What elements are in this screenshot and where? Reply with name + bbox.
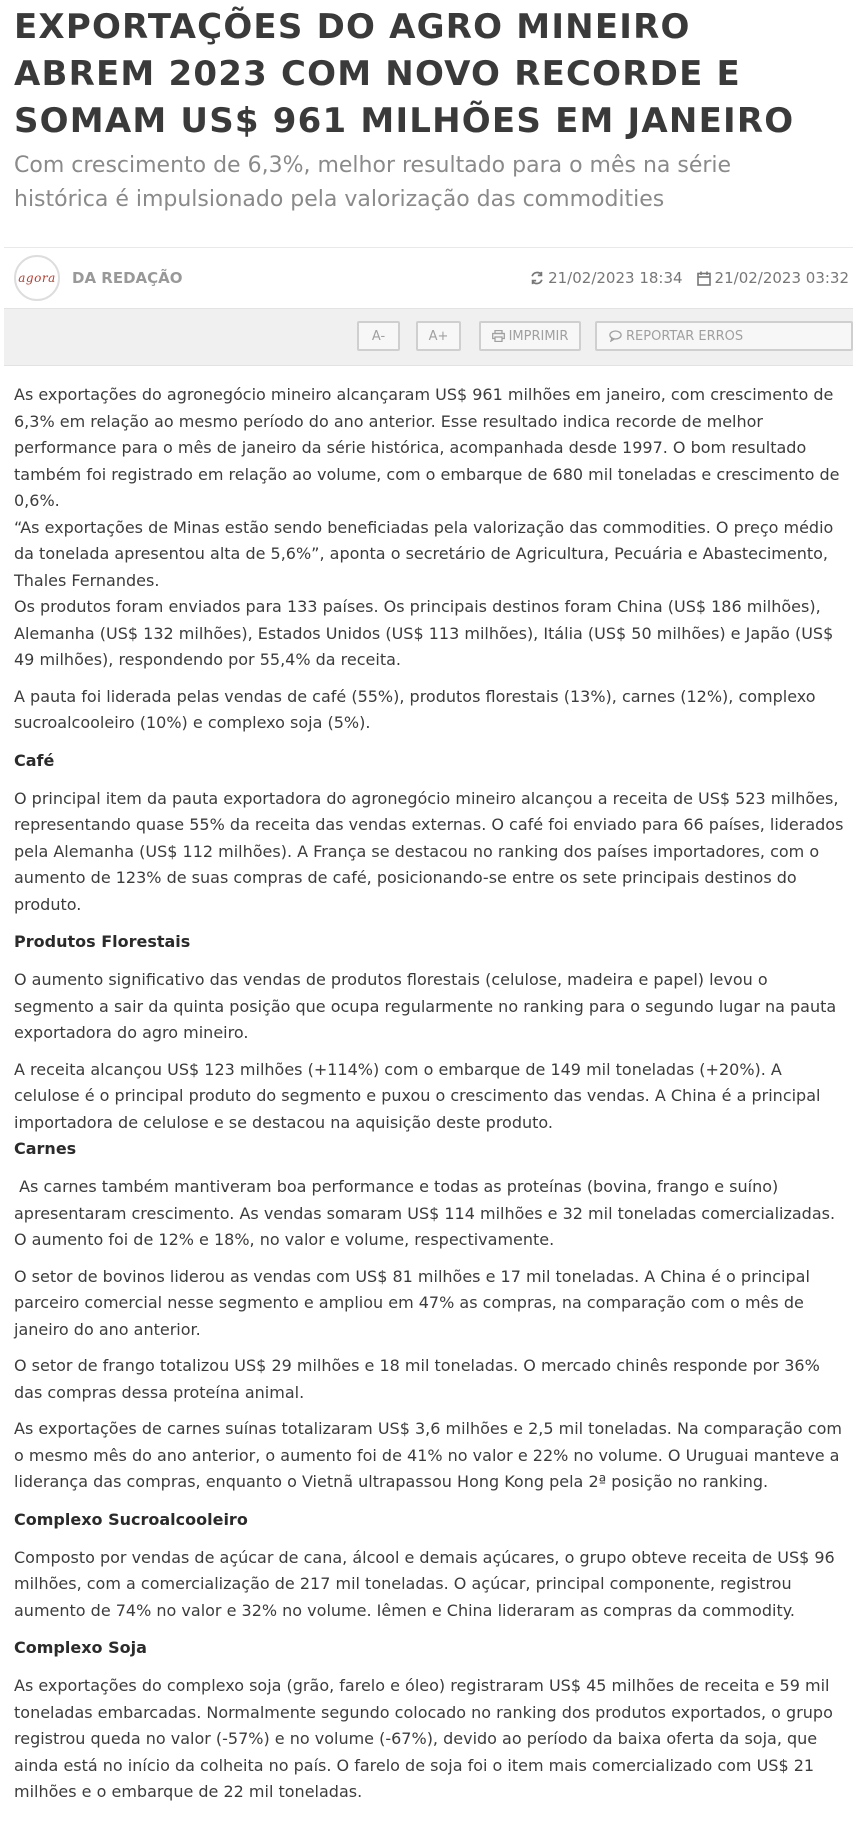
print-button[interactable]	[479, 321, 581, 351]
refresh-icon	[530, 271, 544, 285]
calendar-icon	[697, 271, 711, 286]
section-heading-produtos-florestais: Produtos Florestais	[14, 932, 191, 951]
section-heading-carnes: Carnes	[14, 1139, 77, 1158]
section-heading-complexo-sucroalcooleiro: Complexo Sucroalcooleiro	[14, 1509, 248, 1529]
section-heading-complexo-soja: Complexo Soja	[14, 1638, 147, 1657]
published-date-text: 21/02/2023 03:32	[714, 269, 849, 287]
paragraph: A receita alcançou US$ 123 milhões (+114%) com o embarque de 149 mil toneladas (+20%). A celulose é o principal produto do segmento e puxou o crescimento das vendas. A China é a principal importadora de celulose e se destacou na aquisição deste produto.	[14, 1059, 821, 1132]
paragraph: As exportações do complexo soja (grão, farelo e óleo) registraram US$ 45 milhões de receita e 59 mil toneladas embarcadas. Normalmente segundo colocado no ranking dos produtos exportados, o grupo registrou queda no valor (-57%) e no volume (-67%), devido ao período da baixa oferta da soja, que ainda está no início da colheita no país. O farelo de soja foi o item mais comercializado com US$ 21 milhões e o embarque de 22 mil toneladas.	[14, 1676, 833, 1801]
paragraph: As exportações de carnes suínas totalizaram US$ 3,6 milhões e 2,5 mil toneladas. Na comparação com o mesmo mês do ano anterior, o aumento foi de 41% no valor e 22% no volume. O Uruguai manteve a liderança das compras, enquanto o Vietnã ultrapassou Hong Kong pela 2ª posição no ranking.	[14, 1419, 842, 1491]
article-dates	[516, 248, 849, 308]
paragraph: Os produtos foram enviados para 133 países. Os principais destinos foram China (US$ 186 milhões), Alemanha (US$ 132 milhões), Estados Unidos (US$ 113 milhões), Itália (US$ 50 milhões) e Japão (US$ 49 milhões), respondendo por 55,4% da receita.	[14, 597, 834, 669]
paragraph: “As exportações de Minas estão sendo beneficiadas pela valorização das commodities. O preço médio da tonelada apresentou alta de 5,6%”, aponta o secretário de Agricultura, Pecuária e Abastecimento, Thales Fernandes.	[14, 517, 834, 590]
paragraph: As exportações do agronegócio mineiro alcançaram US$ 961 milhões em janeiro, com crescimento de 6,3% em relação ao mesmo período do ano anterior. Esse resultado indica recorde de melhor performance para o mês de janeiro da série histórica, acompanhada desde 1997. O bom resultado também foi registrado em relação ao volume, com o embarque de 680 mil toneladas e crescimento de 0,6%.	[14, 385, 840, 510]
article-subtitle: Com crescimento de 6,3%, melhor resultado para o mês na série histórica é impulsionado pela valorização das commodities	[14, 153, 732, 212]
print-label: IMPRIMIR	[508, 328, 569, 344]
paragraph: O setor de bovinos liderou as vendas com US$ 81 milhões e 17 mil toneladas. A China é o principal parceiro comercial nesse segmento e ampliou em 47% as compras, na comparação com o mês de janeiro do ano anterior.	[14, 1266, 810, 1339]
publisher-logo[interactable]	[14, 255, 60, 301]
article-body	[0, 366, 853, 1806]
paragraph: A pauta foi liderada pelas vendas de café (55%), produtos florestais (13%), carnes (12%), complexo sucroalcooleiro (10%) e complexo soja (5%).	[14, 686, 816, 732]
publisher-logo-text: agora	[18, 271, 56, 285]
font-increase-button[interactable]	[416, 321, 461, 351]
paragraph: Composto por vendas de açúcar de cana, álcool e demais açúcares, o grupo obteve receita de US$ 96 milhões, com a comercialização de 217 mil toneladas. O açúcar, principal componente, registrou aumento de 74% no valor e 32% no volume. Iêmen e China lideraram as compras da commodity.	[14, 1547, 835, 1620]
comment-icon	[609, 330, 622, 342]
font-decrease-button[interactable]	[357, 321, 400, 351]
author-bar	[4, 247, 853, 308]
published-date	[697, 269, 849, 287]
article-title: EXPORTAÇÕES DO AGRO MINEIRO ABREM 2023 COM NOVO RECORDE E SOMAM US$ 961 MILHÕES EM JANEIRO	[14, 7, 795, 141]
author-name[interactable]: DA REDAÇÃO	[72, 269, 183, 287]
updated-date	[530, 269, 682, 287]
report-errors-label: REPORTAR ERROS	[626, 328, 744, 344]
paragraph: O aumento significativo das vendas de produtos florestais (celulose, madeira e papel) levou o segmento a sair da quinta posição que ocupa regularmente no ranking para o segundo lugar na pauta exportadora do agro mineiro.	[14, 970, 837, 1042]
print-icon	[492, 330, 505, 342]
article-toolbar	[4, 308, 853, 366]
paragraph: As carnes também mantiveram boa performance e todas as proteínas (bovina, frango e suíno) apresentaram crescimento. As vendas somaram US$ 114 milhões e 32 mil toneladas comercializadas. O aumento foi de 12% e 18%, no valor e volume, respectivamente.	[14, 1177, 841, 1249]
section-heading-cafe: Café	[14, 750, 55, 770]
updated-date-text: 21/02/2023 18:34	[548, 269, 683, 287]
font-increase-label: A+	[428, 328, 449, 344]
font-decrease-label: A-	[371, 328, 386, 344]
paragraph: O principal item da pauta exportadora do agronegócio mineiro alcançou a receita de US$ 523 milhões, representando quase 55% da receita das vendas externas. O café foi enviado para 66 países, liderados pela Alemanha (US$ 112 milhões). A França se destacou no ranking dos países importadores, com o aumento de 123% de suas compras de café, posicionando-se entre os sete principais destinos do produto.	[14, 788, 844, 914]
report-errors-button[interactable]	[595, 321, 853, 351]
paragraph: O setor de frango totalizou US$ 29 milhões e 18 mil toneladas. O mercado chinês responde por 36% das compras dessa proteína animal.	[14, 1356, 820, 1402]
